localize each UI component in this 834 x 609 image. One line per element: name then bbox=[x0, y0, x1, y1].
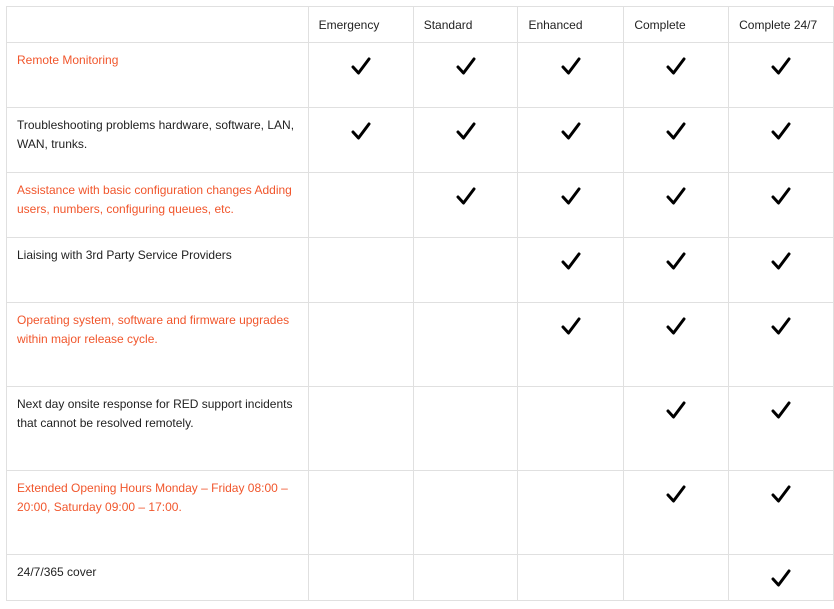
feature-cell bbox=[7, 238, 309, 303]
tick-cell-complete bbox=[624, 108, 729, 173]
checkmark-icon bbox=[771, 569, 791, 589]
checkmark-icon bbox=[561, 317, 581, 337]
checkmark-icon bbox=[666, 57, 686, 77]
tick-cell-complete bbox=[624, 471, 729, 555]
checkmark-icon bbox=[351, 57, 371, 77]
feature-cell bbox=[7, 387, 309, 471]
checkmark-icon bbox=[771, 401, 791, 421]
tick-cell-enhanced bbox=[518, 303, 624, 387]
checkmark-icon bbox=[771, 187, 791, 207]
table-row bbox=[7, 471, 834, 555]
tick-cell-emergency bbox=[308, 387, 413, 471]
tick-cell-complete-24-7 bbox=[729, 238, 834, 303]
checkmark-icon bbox=[771, 57, 791, 77]
tick-cell-enhanced bbox=[518, 555, 624, 601]
plan-label: Complete 24/7 bbox=[739, 17, 818, 32]
header-plan-complete-24-7 bbox=[729, 7, 834, 43]
checkmark-icon bbox=[561, 187, 581, 207]
tick-cell-complete-24-7 bbox=[729, 303, 834, 387]
tick-cell-enhanced bbox=[518, 471, 624, 555]
checkmark-icon bbox=[456, 57, 476, 77]
checkmark-icon bbox=[456, 187, 476, 207]
checkmark-icon bbox=[561, 252, 581, 272]
plan-label: Emergency bbox=[318, 17, 380, 32]
tick-cell-standard bbox=[413, 108, 518, 173]
checkmark-icon bbox=[666, 485, 686, 505]
header-feature-column bbox=[7, 7, 309, 43]
header-row bbox=[7, 7, 834, 43]
feature-label: Operating system, software and firmware upgrades within major release cycle. bbox=[17, 313, 290, 346]
tick-cell-complete bbox=[624, 173, 729, 238]
plan-label: Standard bbox=[423, 17, 473, 32]
checkmark-icon bbox=[666, 187, 686, 207]
tick-cell-complete bbox=[624, 43, 729, 108]
plan-label: Enhanced bbox=[528, 17, 583, 32]
header-plan-enhanced bbox=[518, 7, 624, 43]
header-plan-standard bbox=[413, 7, 518, 43]
tick-cell-emergency bbox=[308, 43, 413, 108]
checkmark-icon bbox=[456, 122, 476, 142]
table-row bbox=[7, 43, 834, 108]
tick-cell-emergency bbox=[308, 173, 413, 238]
checkmark-icon bbox=[666, 401, 686, 421]
tick-cell-complete-24-7 bbox=[729, 555, 834, 601]
feature-cell bbox=[7, 43, 309, 108]
table-row bbox=[7, 238, 834, 303]
header-plan-complete bbox=[624, 7, 729, 43]
tick-cell-enhanced bbox=[518, 108, 624, 173]
tick-cell-standard bbox=[413, 43, 518, 108]
checkmark-icon bbox=[771, 317, 791, 337]
tick-cell-standard bbox=[413, 303, 518, 387]
tick-cell-standard bbox=[413, 471, 518, 555]
tick-cell-enhanced bbox=[518, 238, 624, 303]
checkmark-icon bbox=[666, 317, 686, 337]
checkmark-icon bbox=[666, 252, 686, 272]
tick-cell-standard bbox=[413, 173, 518, 238]
feature-cell bbox=[7, 173, 309, 238]
tick-cell-complete-24-7 bbox=[729, 108, 834, 173]
checkmark-icon bbox=[351, 122, 371, 142]
feature-cell bbox=[7, 555, 309, 601]
feature-cell bbox=[7, 471, 309, 555]
tick-cell-complete bbox=[624, 555, 729, 601]
table-row bbox=[7, 555, 834, 601]
table-row bbox=[7, 108, 834, 173]
tick-cell-emergency bbox=[308, 555, 413, 601]
feature-cell bbox=[7, 303, 309, 387]
checkmark-icon bbox=[561, 122, 581, 142]
checkmark-icon bbox=[561, 57, 581, 77]
tick-cell-emergency bbox=[308, 303, 413, 387]
feature-label: Liaising with 3rd Party Service Providers bbox=[17, 248, 232, 262]
support-plan-comparison-table bbox=[6, 6, 834, 601]
tick-cell-enhanced bbox=[518, 43, 624, 108]
feature-label: Remote Monitoring bbox=[17, 53, 119, 67]
checkmark-icon bbox=[771, 485, 791, 505]
feature-label: Troubleshooting problems hardware, software, LAN, WAN, trunks. bbox=[17, 118, 295, 151]
tick-cell-enhanced bbox=[518, 173, 624, 238]
header-plan-emergency bbox=[308, 7, 413, 43]
tick-cell-complete-24-7 bbox=[729, 43, 834, 108]
feature-label: Next day onsite response for RED support incidents that cannot be resolved remotely. bbox=[17, 397, 293, 430]
checkmark-icon bbox=[771, 122, 791, 142]
tick-cell-emergency bbox=[308, 471, 413, 555]
checkmark-icon bbox=[771, 252, 791, 272]
tick-cell-emergency bbox=[308, 238, 413, 303]
feature-label: 24/7/365 cover bbox=[17, 565, 97, 579]
tick-cell-complete-24-7 bbox=[729, 471, 834, 555]
tick-cell-standard bbox=[413, 387, 518, 471]
tick-cell-complete-24-7 bbox=[729, 173, 834, 238]
tick-cell-complete bbox=[624, 303, 729, 387]
tick-cell-complete bbox=[624, 238, 729, 303]
feature-label: Assistance with basic configuration changes Adding users, numbers, configuring queues, etc. bbox=[17, 183, 292, 216]
feature-label: Extended Opening Hours Monday – Friday 08:00 – 20:00, Saturday 09:00 – 17:00. bbox=[17, 481, 288, 514]
table-row bbox=[7, 173, 834, 238]
tick-cell-complete-24-7 bbox=[729, 387, 834, 471]
tick-cell-standard bbox=[413, 555, 518, 601]
table-row bbox=[7, 387, 834, 471]
feature-cell bbox=[7, 108, 309, 173]
tick-cell-standard bbox=[413, 238, 518, 303]
checkmark-icon bbox=[666, 122, 686, 142]
tick-cell-complete bbox=[624, 387, 729, 471]
table-row bbox=[7, 303, 834, 387]
tick-cell-emergency bbox=[308, 108, 413, 173]
plan-label: Complete bbox=[634, 17, 686, 32]
tick-cell-enhanced bbox=[518, 387, 624, 471]
